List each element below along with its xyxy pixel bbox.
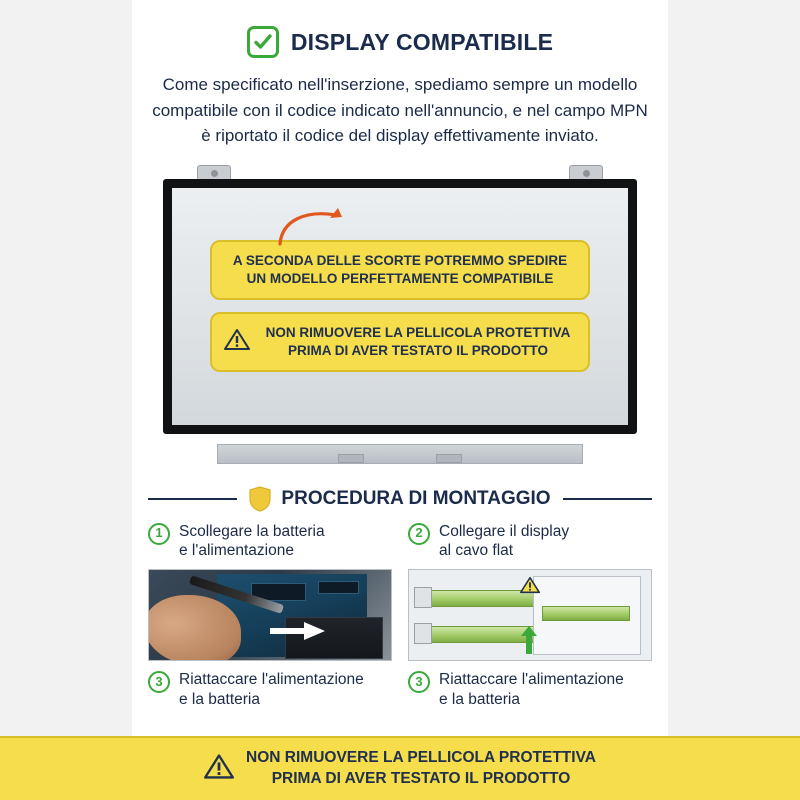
content-column [132, 0, 668, 800]
step-text: Scollegare la batteria e l'alimentazione [179, 522, 325, 560]
procedure-header [148, 486, 652, 512]
shield-icon [249, 486, 271, 512]
panel-foot-tab-left [338, 454, 364, 463]
bottom-warning-text [246, 748, 596, 790]
display-panel-illustration [147, 165, 653, 470]
step-1 [148, 522, 392, 562]
divider-left [148, 498, 237, 500]
callout-primary-line2: UN MODELLO PERFETTAMENTE COMPATIBILE [246, 270, 554, 286]
chip-graphic [318, 581, 359, 594]
panel-bottom-strip [217, 444, 583, 464]
right-margin [668, 0, 800, 800]
flat-cable-graphic [542, 606, 629, 621]
bottom-warning-banner [0, 736, 800, 800]
callout-primary-line1: A SECONDA DELLE SCORTE POTREMMO SPEDIRE [232, 252, 568, 268]
step-2 [408, 522, 652, 562]
panel-bezel [163, 179, 637, 434]
page-title: DISPLAY COMPATIBILE [290, 28, 554, 55]
check-icon [247, 26, 279, 58]
curved-arrow-icon [276, 206, 346, 246]
warning-triangle-icon [520, 576, 540, 599]
procedure-title: PROCEDURA DI MONTAGGIO [281, 487, 551, 509]
step-number: 3 [148, 671, 170, 693]
up-arrow-icon [520, 625, 538, 655]
warning-triangle-icon [204, 753, 234, 785]
bottom-warning-line1: NON RIMUOVERE LA PELLICOLA PROTETTIVA [246, 749, 596, 767]
callout-warning [210, 312, 590, 372]
callout-warning-line1: NON RIMUOVERE LA PELLICOLA PROTETTIVA [265, 325, 571, 340]
divider-right [563, 498, 652, 500]
intro-text: Come specificato nell'inserzione, spediamo sempre un modello compatibile con il codice indicato nell'annuncio, e nel campo MPN è riportato il codice del display effettivamente inviato. [152, 75, 648, 145]
step-2-photo [408, 569, 652, 661]
left-margin [0, 0, 132, 800]
connector-zoom-box [533, 576, 641, 655]
connector-graphic [414, 623, 432, 644]
callout-warning-line2: PRIMA DI AVER TESTATO IL PRODOTTO [287, 343, 548, 359]
bottom-warning-line2: PRIMA DI AVER TESTATO IL PRODOTTO [271, 770, 571, 787]
step-1-photo [148, 569, 392, 661]
steps-grid [148, 522, 652, 718]
header [132, 0, 668, 58]
warning-triangle-icon [224, 328, 250, 356]
step-number: 1 [148, 523, 170, 545]
panel-screen [172, 188, 628, 425]
right-arrow-icon [270, 621, 326, 641]
step-number: 2 [408, 523, 430, 545]
panel-foot-tab-right [436, 454, 462, 463]
callout-primary [210, 240, 590, 300]
step-3-left [148, 670, 392, 710]
step-text: Riattaccare l'alimentazione e la batteria [439, 671, 624, 708]
step-text: Riattaccare l'alimentazione e la batteria [179, 671, 364, 708]
connector-graphic [414, 587, 432, 608]
step-text: Collegare il display al cavo flat [439, 522, 570, 560]
step-number: 3 [408, 671, 430, 693]
procedure-title-group [249, 486, 550, 512]
step-3-right [408, 670, 652, 710]
